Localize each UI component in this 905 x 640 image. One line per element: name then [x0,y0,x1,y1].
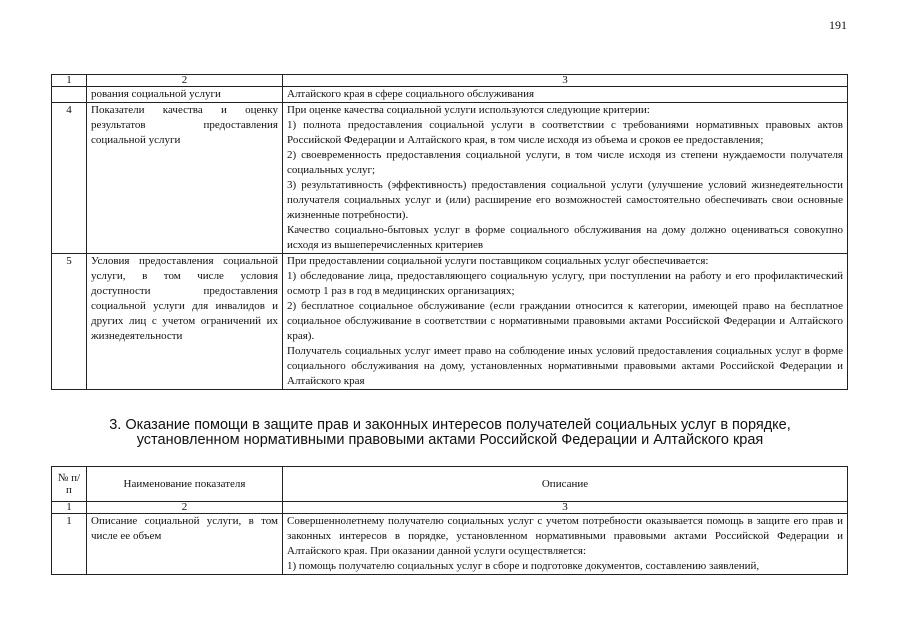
table-row [52,254,848,390]
row-number-cell [52,87,87,103]
column-number-row [52,75,848,87]
header-description: Описание [283,467,848,502]
continuation-row [52,87,848,103]
column-number: 2 [87,75,283,87]
description-paragraph: 1) помощь получателю социальных услуг в сборе и подготовке документов, составлению заявлений, [287,560,760,572]
column-number: 1 [52,75,87,87]
description-cell: Алтайского края в сфере социального обслуживания [283,87,848,103]
description-cell [283,254,848,390]
description-paragraph: Качество социально-бытовых услуг в форме социального обслуживания на дому должно оцениваться совокупно исходя из вышеперечисленных критериев [287,224,843,251]
section-title: 3. Оказание помощи в защите прав и законных интересов получателей социальных услуг в порядке, установленном нормативными правовыми актами Российской Федерации и Алтайского края [109,417,791,448]
indicator-name-cell: рования социальной услуги [87,87,283,103]
header-row [52,467,848,502]
description-paragraph: 2) бесплатное социальное обслуживание (если граждании относится к категории, имеющей право на бесплатное социальное обслуживание в соответствии с нормативными правовыми актами Российской Федерации и Алтайского края). [287,300,843,342]
description-paragraph: 1) полнота предоставления социальной услуги в соответствии с требованиями нормативных правовых актов Российской Федерации и Алтайского края, в том числе исходя из объема и сроков ее предоставления; [287,119,843,146]
description-paragraph: Совершеннолетнему получателю социальных услуг с учетом потребности оказывается помощь в защите его прав и законных интересов в порядке, установленном нормативными правовыми актами Российской Федерации и Алтайского края. При оказании данной услуги осуществляется: [287,515,843,557]
description-paragraph: 2) своевременность предоставления социальной услуги, в том числе исходя из степени нуждаемости получателя социальных услуг; [287,149,843,176]
table-row [52,103,848,254]
row-number-cell: 5 [52,254,87,390]
column-number-row [52,502,848,514]
column-number: 2 [87,502,283,514]
services-table [51,466,848,575]
description-paragraph: При оценке качества социальной услуги используются следующие критерии: [287,104,650,116]
row-number-cell: 1 [52,514,87,575]
services-table-continued [51,74,848,390]
column-number: 3 [283,502,848,514]
table-row [52,514,848,575]
column-number: 3 [283,75,848,87]
column-number: 1 [52,502,87,514]
header-number: № п/п [52,467,87,502]
indicator-name-cell: Показатели качества и оценку результатов предоставления социальной услуги [87,103,283,254]
page-number: 191 [829,18,847,32]
description-paragraph: Получатель социальных услуг имеет право на соблюдение иных условий предоставления социальных услуг в форме социального обслуживания на дому, установленных нормативными правовыми актами Российской Федерации и Алтайского края [287,345,843,387]
header-indicator-name: Наименование показателя [87,467,283,502]
description-paragraph: 3) результативность (эффективность) предоставления социальной услуги (улучшение условий жизнедеятельности получателя социальных услуг и (или) расширение его возможностей самостоятельно обеспечивать свои основные жизненные потребности). [287,179,843,221]
row-number-cell: 4 [52,103,87,254]
indicator-name-cell: Описание социальной услуги, в том числе ее объем [87,514,283,575]
description-cell [283,103,848,254]
description-cell [283,514,848,575]
description-paragraph: При предоставлении социальной услуги поставщиком социальных услуг обеспечивается: [287,255,709,267]
indicator-name-cell: Условия предоставления социальной услуги, в том числе условия доступности предоставления социальной услуги для инвалидов и других лиц с учетом ограничений их жизнедеятельности [87,254,283,390]
description-paragraph: 1) обследование лица, предоставляющего социальную услугу, при поступлении на работу и его профилактический осмотр 1 раз в год в медицинских организациях; [287,270,843,297]
